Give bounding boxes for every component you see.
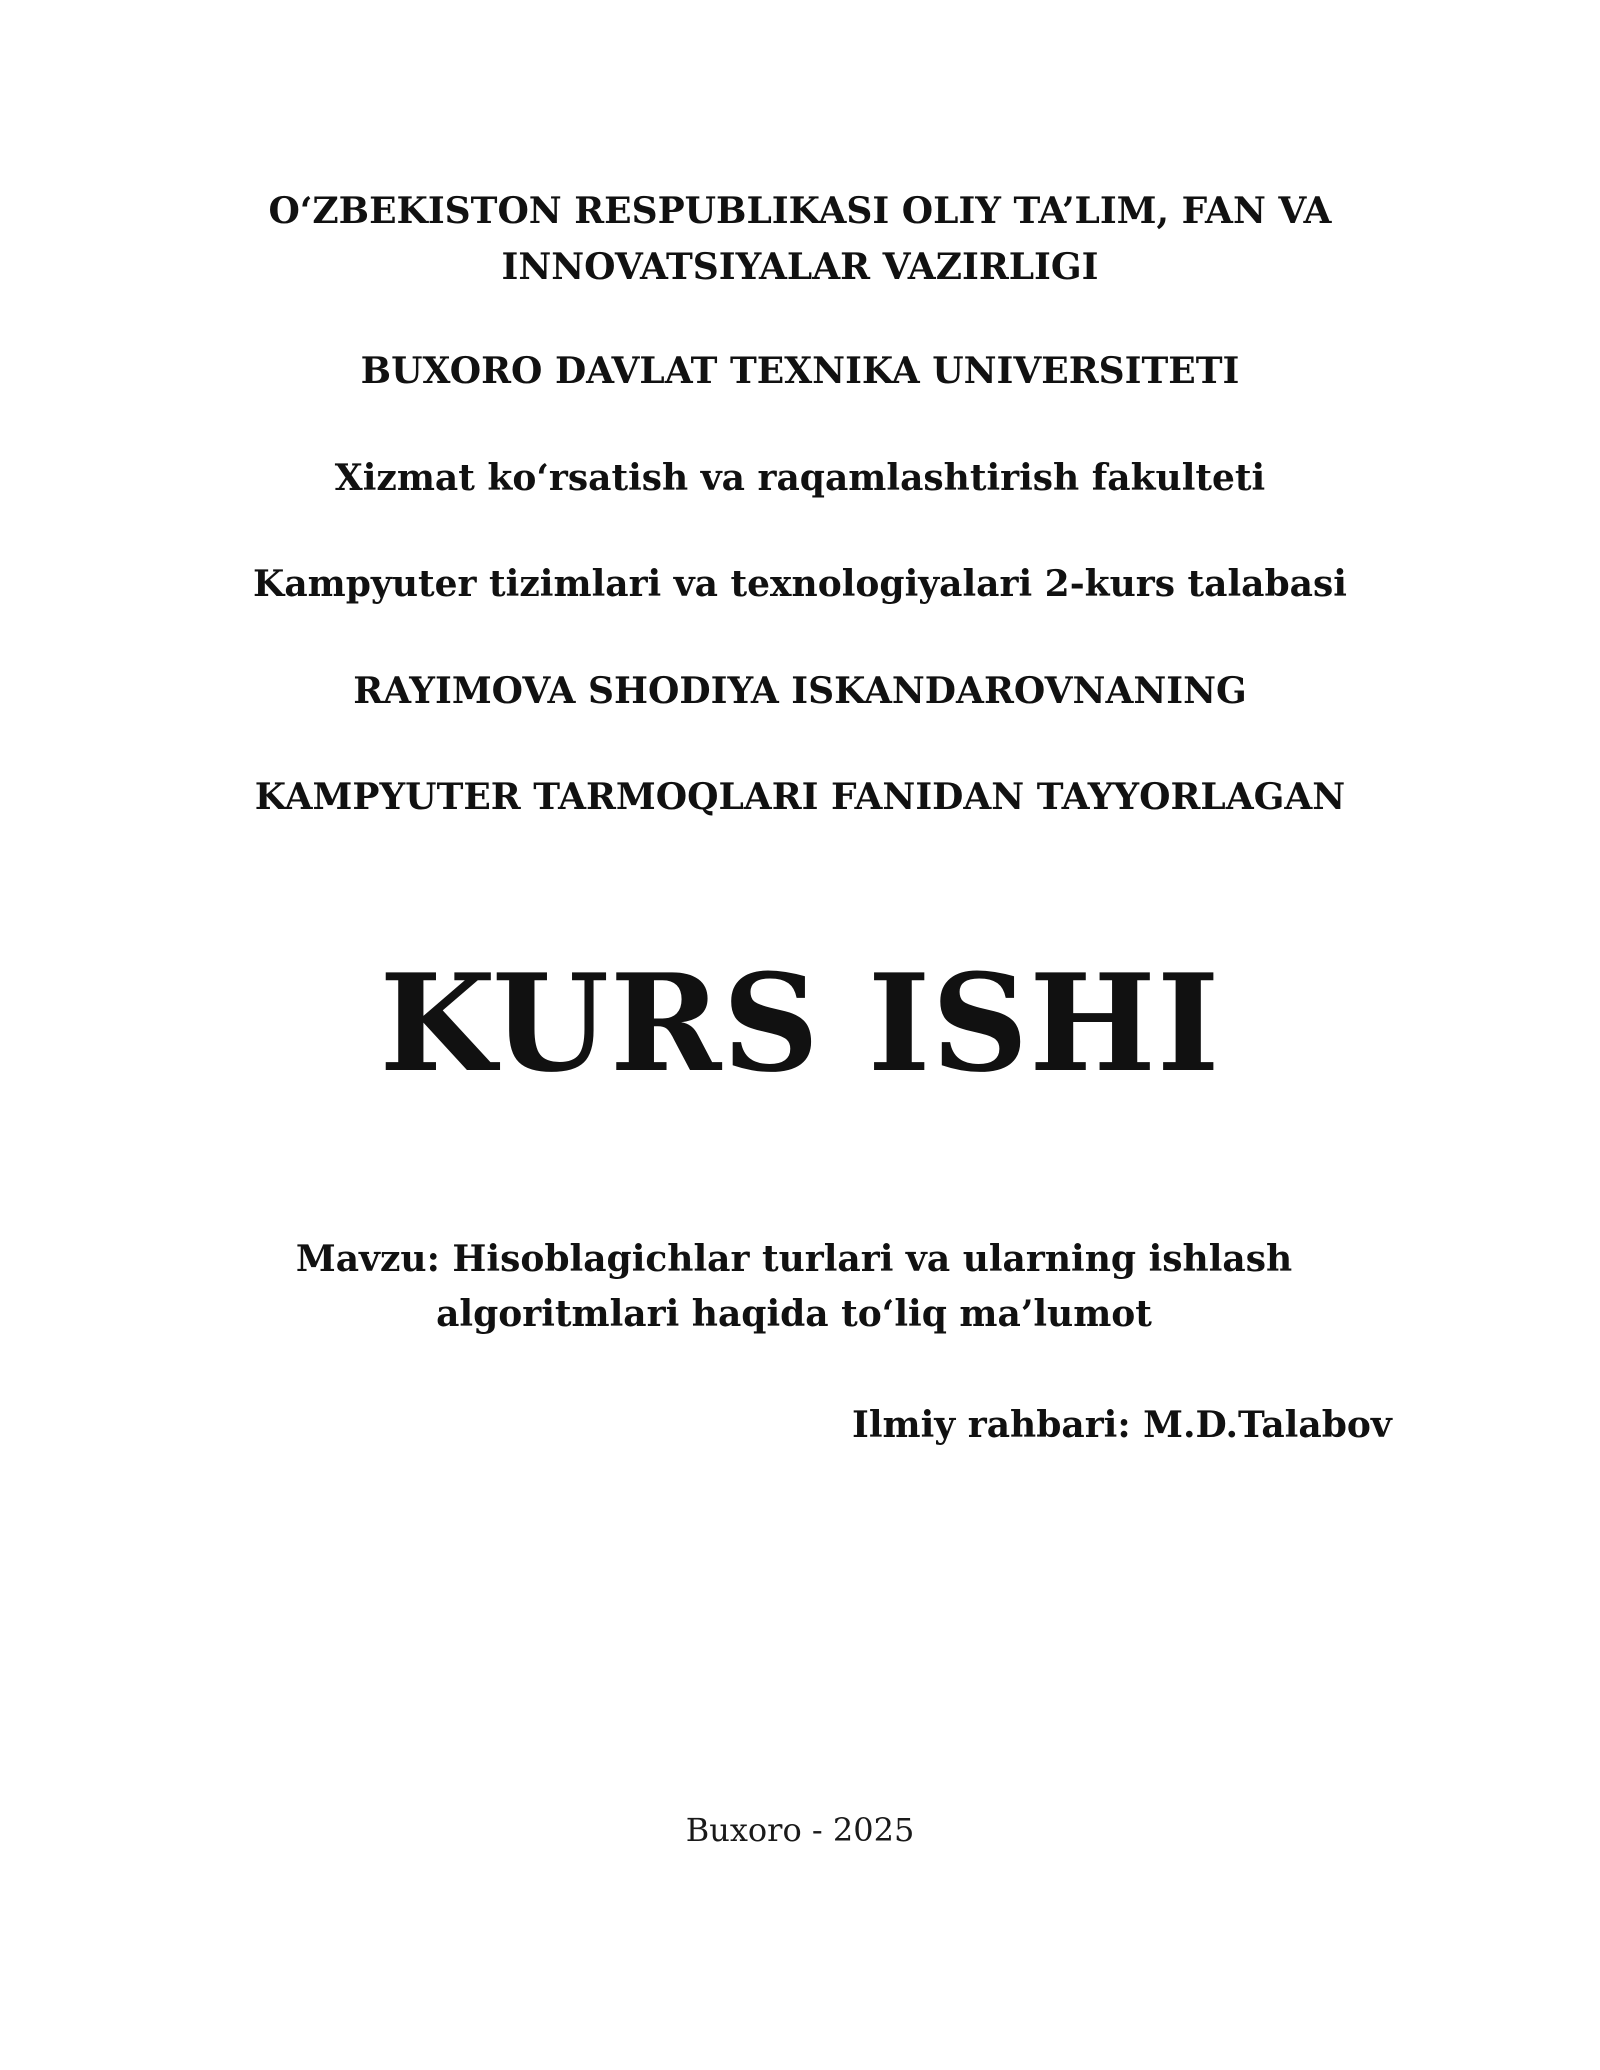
topic-line-2: algoritmlari haqida to‘liq ma’lumot bbox=[436, 1293, 1152, 1335]
student-program-line: Kampyuter tizimlari va texnologiyalari 2-kurs talabasi bbox=[253, 563, 1347, 605]
place-and-year: Buxoro - 2025 bbox=[685, 1811, 915, 1849]
document-title: KURS ISHI bbox=[379, 944, 1221, 1102]
ministry-name-line-1: O‘ZBEKISTON RESPUBLIKASI OLIY TA’LIM, FAN VA bbox=[268, 190, 1332, 232]
faculty-name: Xizmat ko‘rsatish va raqamlashtirish fakulteti bbox=[334, 457, 1266, 499]
supervisor-line: Ilmiy rahbari: M.D.Talabov bbox=[852, 1404, 1392, 1446]
topic-line-1: Mavzu: Hisoblagichlar turlari va ularning ishlash bbox=[295, 1238, 1293, 1280]
university-name: BUXORO DAVLAT TEXNIKA UNIVERSITETI bbox=[360, 350, 1240, 392]
course-subject-line: KAMPYUTER TARMOQLARI FANIDAN TAYYORLAGAN bbox=[254, 776, 1346, 818]
student-name: RAYIMOVA SHODIYA ISKANDAROVNANING bbox=[353, 670, 1247, 712]
ministry-name-line-2: INNOVATSIYALAR VAZIRLIGI bbox=[501, 246, 1099, 288]
